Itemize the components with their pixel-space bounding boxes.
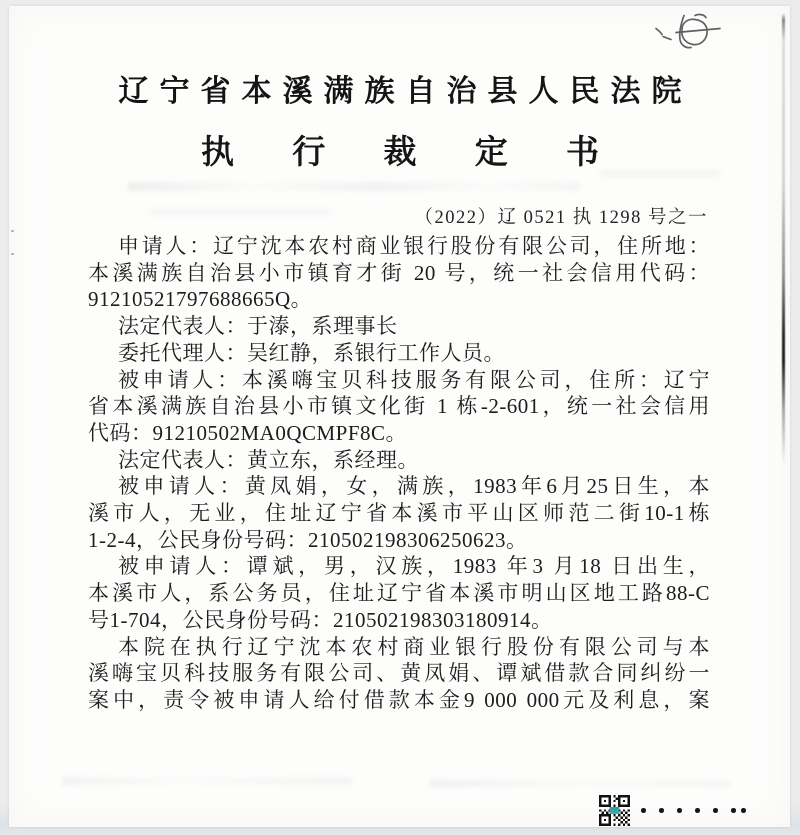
print-dot [741, 808, 746, 813]
body-line: 被申请人：本溪嗨宝贝科技服务有限公司，住所：辽宁 [118, 367, 710, 392]
body-line: 溪市人，无业，住址辽宁省本溪市平山区师范二街10-1栋 [88, 501, 710, 526]
body-line: 省本溪满族自治县小市镇文化街 1 栋-2-601，统一社会信用 [88, 394, 710, 419]
body-line: 委托代理人：吴红静，系银行工作人员。 [118, 340, 505, 365]
print-dot [713, 808, 718, 813]
document-body [88, 233, 710, 714]
body-line: 法定代表人：黄立东，系经理。 [118, 447, 419, 472]
body-line: 申请人：辽宁沈本农村商业银行股份有限公司，住所地： [118, 234, 710, 258]
body-line: 被申请人：谭斌，男，汉族，1983 年3 月18 日出生， [118, 554, 710, 579]
handwritten-note [648, 9, 728, 55]
document-type-title: 执 行 裁 定 书 [201, 135, 624, 171]
print-dot [731, 808, 736, 813]
body-line: 本院在执行辽宁沈本农村商业银行股份有限公司与本 [118, 634, 710, 659]
print-dot [659, 808, 664, 813]
body-line: 被申请人：黄凤娟，女，满族，1983年6月25日生，本 [118, 474, 710, 499]
body-line: 号1-704，公民身份号码：210502198303180914。 [88, 607, 553, 632]
body-line: 溪嗨宝贝科技服务有限公司、黄凤娟、谭斌借款合同纠纷一 [88, 661, 710, 686]
body-line: 本溪满族自治县小市镇育才街 20 号，统一社会信用代码： [88, 260, 710, 285]
body-line: 代码：91210502MA0QCMPF8C。 [88, 420, 408, 445]
body-line: 法定代表人：于溙，系理事长 [118, 314, 398, 339]
body-line: 1-2-4，公民身份号码：210502198306250623。 [88, 527, 528, 552]
print-dot [677, 808, 682, 813]
body-line: 本溪市人，系公务员，住址辽宁省本溪市明山区地工路88-C [88, 581, 710, 606]
scan-speck [11, 230, 14, 232]
print-dot [641, 808, 646, 813]
case-number: （2022）辽 0521 执 1298 号之一 [414, 208, 708, 228]
print-dot [695, 808, 700, 813]
qr-code-icon [596, 795, 633, 826]
print-registration-dots [641, 808, 746, 813]
body-line: 91210521797688665Q。 [88, 287, 313, 312]
body-line: 案中，责令被申请人给付借款本金9 000 000元及利息，案 [88, 687, 710, 712]
court-name-title: 辽宁省本溪满族自治县人民法院 [118, 75, 693, 108]
scan-speck [11, 253, 14, 255]
